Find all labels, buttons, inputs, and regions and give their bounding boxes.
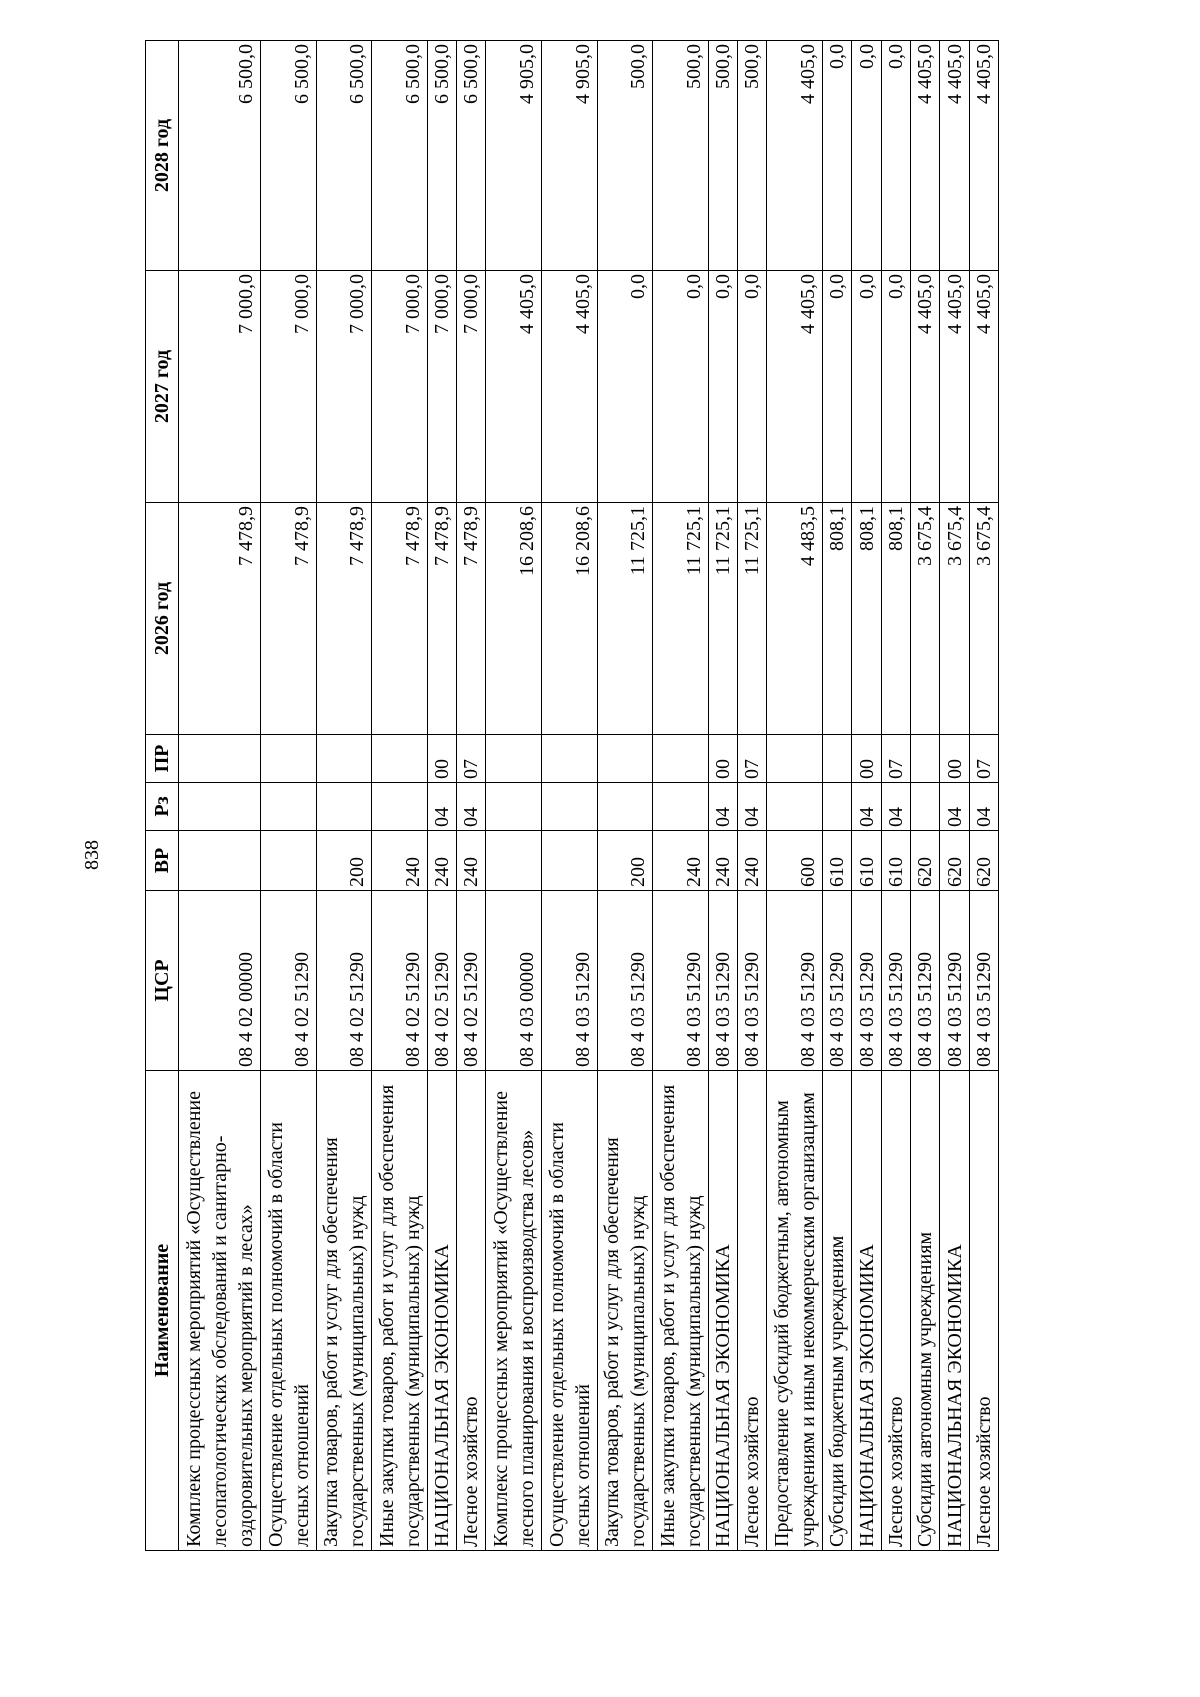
page-number: 838 <box>81 840 103 870</box>
cell-y2028: 6 500,0 <box>372 41 428 271</box>
cell-rz: 04 <box>881 783 910 831</box>
cell-y2027: 0,0 <box>738 271 767 503</box>
cell-csr: 08 4 03 51290 <box>823 891 852 1071</box>
cell-rz <box>910 783 939 831</box>
cell-rz <box>316 783 372 831</box>
cell-name: Комплекс процессных мероприятий «Осуществление лесопатологических обследований и санитарно-оздоровительных мероприятий в лесах» <box>179 1071 261 1551</box>
cell-y2027: 4 405,0 <box>486 271 542 503</box>
table-row <box>708 41 737 1551</box>
cell-csr: 08 4 02 51290 <box>260 891 316 1071</box>
cell-vr: 620 <box>940 831 969 891</box>
cell-vr: 240 <box>457 831 486 891</box>
cell-pr <box>179 735 261 783</box>
cell-y2027: 7 000,0 <box>260 271 316 503</box>
cell-rz: 04 <box>738 783 767 831</box>
cell-csr: 08 4 03 00000 <box>486 891 542 1071</box>
cell-name: Осуществление отдельных полномочий в области лесных отношений <box>541 1071 597 1551</box>
cell-rz <box>767 783 823 831</box>
table-row <box>486 41 542 1551</box>
cell-vr: 610 <box>823 831 852 891</box>
cell-y2026: 11 725,1 <box>738 503 767 735</box>
cell-name: Закупка товаров, работ и услуг для обеспечения государственных (муниципальных) нужд <box>316 1071 372 1551</box>
cell-name: Лесное хозяйство <box>881 1071 910 1551</box>
cell-name: НАЦИОНАЛЬНАЯ ЭКОНОМИКА <box>427 1071 456 1551</box>
cell-y2028: 500,0 <box>653 41 709 271</box>
table-row <box>852 41 881 1551</box>
cell-vr: 600 <box>767 831 823 891</box>
cell-y2027: 7 000,0 <box>316 271 372 503</box>
header-pr: ПР <box>146 735 179 783</box>
cell-vr: 200 <box>316 831 372 891</box>
table-row <box>823 41 852 1551</box>
cell-y2028: 0,0 <box>852 41 881 271</box>
header-csr: ЦСР <box>146 891 179 1071</box>
cell-csr: 08 4 02 51290 <box>427 891 456 1071</box>
cell-csr: 08 4 03 51290 <box>881 891 910 1071</box>
cell-name: Иные закупки товаров, работ и услуг для обеспечения государственных (муниципальных) нужд <box>372 1071 428 1551</box>
cell-name: Лесное хозяйство <box>457 1071 486 1551</box>
cell-rz <box>541 783 597 831</box>
cell-csr: 08 4 03 51290 <box>708 891 737 1071</box>
cell-y2026: 11 725,1 <box>708 503 737 735</box>
cell-y2026: 7 478,9 <box>457 503 486 735</box>
cell-name: НАЦИОНАЛЬНАЯ ЭКОНОМИКА <box>708 1071 737 1551</box>
cell-y2028: 500,0 <box>597 41 653 271</box>
cell-csr: 08 4 02 51290 <box>457 891 486 1071</box>
cell-csr: 08 4 03 51290 <box>767 891 823 1071</box>
table-row <box>597 41 653 1551</box>
table-row <box>541 41 597 1551</box>
header-rz: Рз <box>146 783 179 831</box>
cell-csr: 08 4 02 51290 <box>316 891 372 1071</box>
cell-y2026: 11 725,1 <box>597 503 653 735</box>
cell-csr: 08 4 03 51290 <box>852 891 881 1071</box>
header-2027: 2027 год <box>146 271 179 503</box>
cell-pr <box>767 735 823 783</box>
table-row <box>969 41 998 1551</box>
cell-name: Лесное хозяйство <box>738 1071 767 1551</box>
cell-y2027: 4 405,0 <box>541 271 597 503</box>
cell-pr <box>316 735 372 783</box>
cell-csr: 08 4 03 51290 <box>969 891 998 1071</box>
cell-y2027: 7 000,0 <box>427 271 456 503</box>
cell-pr: 07 <box>969 735 998 783</box>
cell-pr <box>486 735 542 783</box>
cell-pr <box>653 735 709 783</box>
cell-vr: 240 <box>427 831 456 891</box>
cell-rz <box>486 783 542 831</box>
table-header-row <box>146 41 179 1551</box>
cell-pr: 07 <box>738 735 767 783</box>
rotated-page-content <box>145 41 999 1551</box>
cell-y2026: 808,1 <box>852 503 881 735</box>
table-row <box>260 41 316 1551</box>
cell-name: НАЦИОНАЛЬНАЯ ЭКОНОМИКА <box>852 1071 881 1551</box>
cell-name: НАЦИОНАЛЬНАЯ ЭКОНОМИКА <box>940 1071 969 1551</box>
cell-y2026: 3 675,4 <box>940 503 969 735</box>
cell-rz <box>372 783 428 831</box>
header-vr: ВР <box>146 831 179 891</box>
cell-rz: 04 <box>940 783 969 831</box>
cell-rz: 04 <box>708 783 737 831</box>
cell-y2027: 0,0 <box>708 271 737 503</box>
cell-y2027: 7 000,0 <box>179 271 261 503</box>
cell-vr: 240 <box>708 831 737 891</box>
cell-y2026: 808,1 <box>881 503 910 735</box>
cell-csr: 08 4 03 51290 <box>738 891 767 1071</box>
cell-y2026: 3 675,4 <box>910 503 939 735</box>
cell-vr: 610 <box>852 831 881 891</box>
cell-y2027: 4 405,0 <box>969 271 998 503</box>
cell-csr: 08 4 02 51290 <box>372 891 428 1071</box>
cell-pr: 00 <box>708 735 737 783</box>
cell-y2028: 0,0 <box>823 41 852 271</box>
cell-y2027: 0,0 <box>823 271 852 503</box>
table-row <box>653 41 709 1551</box>
cell-y2027: 0,0 <box>881 271 910 503</box>
cell-pr: 07 <box>881 735 910 783</box>
cell-y2028: 4 405,0 <box>767 41 823 271</box>
cell-name: Иные закупки товаров, работ и услуг для обеспечения государственных (муниципальных) нужд <box>653 1071 709 1551</box>
budget-table <box>145 40 999 1551</box>
table-row <box>372 41 428 1551</box>
table-row <box>910 41 939 1551</box>
cell-y2028: 4 905,0 <box>486 41 542 271</box>
cell-vr <box>541 831 597 891</box>
header-name: Наименование <box>146 1071 179 1551</box>
cell-y2026: 4 483,5 <box>767 503 823 735</box>
table-row <box>457 41 486 1551</box>
table-row <box>179 41 261 1551</box>
cell-name: Субсидии бюджетным учреждениям <box>823 1071 852 1551</box>
cell-y2028: 500,0 <box>738 41 767 271</box>
cell-y2028: 0,0 <box>881 41 910 271</box>
cell-y2028: 4 905,0 <box>541 41 597 271</box>
cell-pr: 00 <box>852 735 881 783</box>
cell-vr: 620 <box>969 831 998 891</box>
cell-y2028: 6 500,0 <box>457 41 486 271</box>
cell-y2026: 7 478,9 <box>316 503 372 735</box>
cell-y2028: 4 405,0 <box>910 41 939 271</box>
cell-y2027: 4 405,0 <box>910 271 939 503</box>
cell-csr: 08 4 03 51290 <box>597 891 653 1071</box>
cell-pr: 00 <box>940 735 969 783</box>
header-2028: 2028 год <box>146 41 179 271</box>
cell-y2026: 16 208,6 <box>541 503 597 735</box>
cell-rz <box>653 783 709 831</box>
cell-pr <box>372 735 428 783</box>
cell-rz <box>597 783 653 831</box>
cell-pr <box>823 735 852 783</box>
cell-csr: 08 4 03 51290 <box>910 891 939 1071</box>
cell-y2027: 7 000,0 <box>457 271 486 503</box>
cell-y2026: 16 208,6 <box>486 503 542 735</box>
cell-pr <box>260 735 316 783</box>
cell-y2028: 4 405,0 <box>969 41 998 271</box>
cell-csr: 08 4 03 51290 <box>940 891 969 1071</box>
cell-y2027: 0,0 <box>653 271 709 503</box>
cell-pr: 00 <box>427 735 456 783</box>
cell-y2028: 500,0 <box>708 41 737 271</box>
cell-csr: 08 4 03 51290 <box>541 891 597 1071</box>
table-row <box>427 41 456 1551</box>
cell-csr: 08 4 03 51290 <box>653 891 709 1071</box>
cell-y2027: 4 405,0 <box>767 271 823 503</box>
cell-rz: 04 <box>969 783 998 831</box>
cell-pr <box>597 735 653 783</box>
cell-rz <box>179 783 261 831</box>
cell-rz: 04 <box>457 783 486 831</box>
cell-vr <box>486 831 542 891</box>
cell-vr: 610 <box>881 831 910 891</box>
table-row <box>767 41 823 1551</box>
table-row <box>881 41 910 1551</box>
cell-name: Лесное хозяйство <box>969 1071 998 1551</box>
cell-y2026: 7 478,9 <box>372 503 428 735</box>
cell-y2026: 11 725,1 <box>653 503 709 735</box>
cell-vr <box>260 831 316 891</box>
table-row <box>940 41 969 1551</box>
cell-y2028: 4 405,0 <box>940 41 969 271</box>
cell-pr <box>541 735 597 783</box>
cell-y2026: 3 675,4 <box>969 503 998 735</box>
cell-y2028: 6 500,0 <box>179 41 261 271</box>
cell-name: Субсидии автономным учреждениям <box>910 1071 939 1551</box>
cell-rz: 04 <box>427 783 456 831</box>
cell-rz <box>260 783 316 831</box>
cell-vr: 620 <box>910 831 939 891</box>
cell-y2026: 7 478,9 <box>260 503 316 735</box>
table-row <box>738 41 767 1551</box>
cell-vr: 240 <box>653 831 709 891</box>
header-2026: 2026 год <box>146 503 179 735</box>
cell-vr: 240 <box>372 831 428 891</box>
cell-csr: 08 4 02 00000 <box>179 891 261 1071</box>
cell-vr <box>179 831 261 891</box>
cell-pr: 07 <box>457 735 486 783</box>
cell-y2028: 6 500,0 <box>427 41 456 271</box>
cell-name: Осуществление отдельных полномочий в области лесных отношений <box>260 1071 316 1551</box>
cell-pr <box>910 735 939 783</box>
cell-y2027: 0,0 <box>852 271 881 503</box>
cell-y2028: 6 500,0 <box>260 41 316 271</box>
cell-vr: 240 <box>738 831 767 891</box>
cell-rz <box>823 783 852 831</box>
cell-y2026: 7 478,9 <box>427 503 456 735</box>
cell-rz: 04 <box>852 783 881 831</box>
cell-y2027: 7 000,0 <box>372 271 428 503</box>
cell-vr: 200 <box>597 831 653 891</box>
cell-name: Закупка товаров, работ и услуг для обеспечения государственных (муниципальных) нужд <box>597 1071 653 1551</box>
cell-name: Предоставление субсидий бюджетным, автономным учреждениям и иным некоммерческим организациям <box>767 1071 823 1551</box>
table-body <box>179 41 999 1551</box>
cell-y2026: 808,1 <box>823 503 852 735</box>
cell-name: Комплекс процессных мероприятий «Осуществление лесного планирования и воспроизводства лесов» <box>486 1071 542 1551</box>
table-row <box>316 41 372 1551</box>
cell-y2028: 6 500,0 <box>316 41 372 271</box>
cell-y2026: 7 478,9 <box>179 503 261 735</box>
cell-y2027: 0,0 <box>597 271 653 503</box>
cell-y2027: 4 405,0 <box>940 271 969 503</box>
